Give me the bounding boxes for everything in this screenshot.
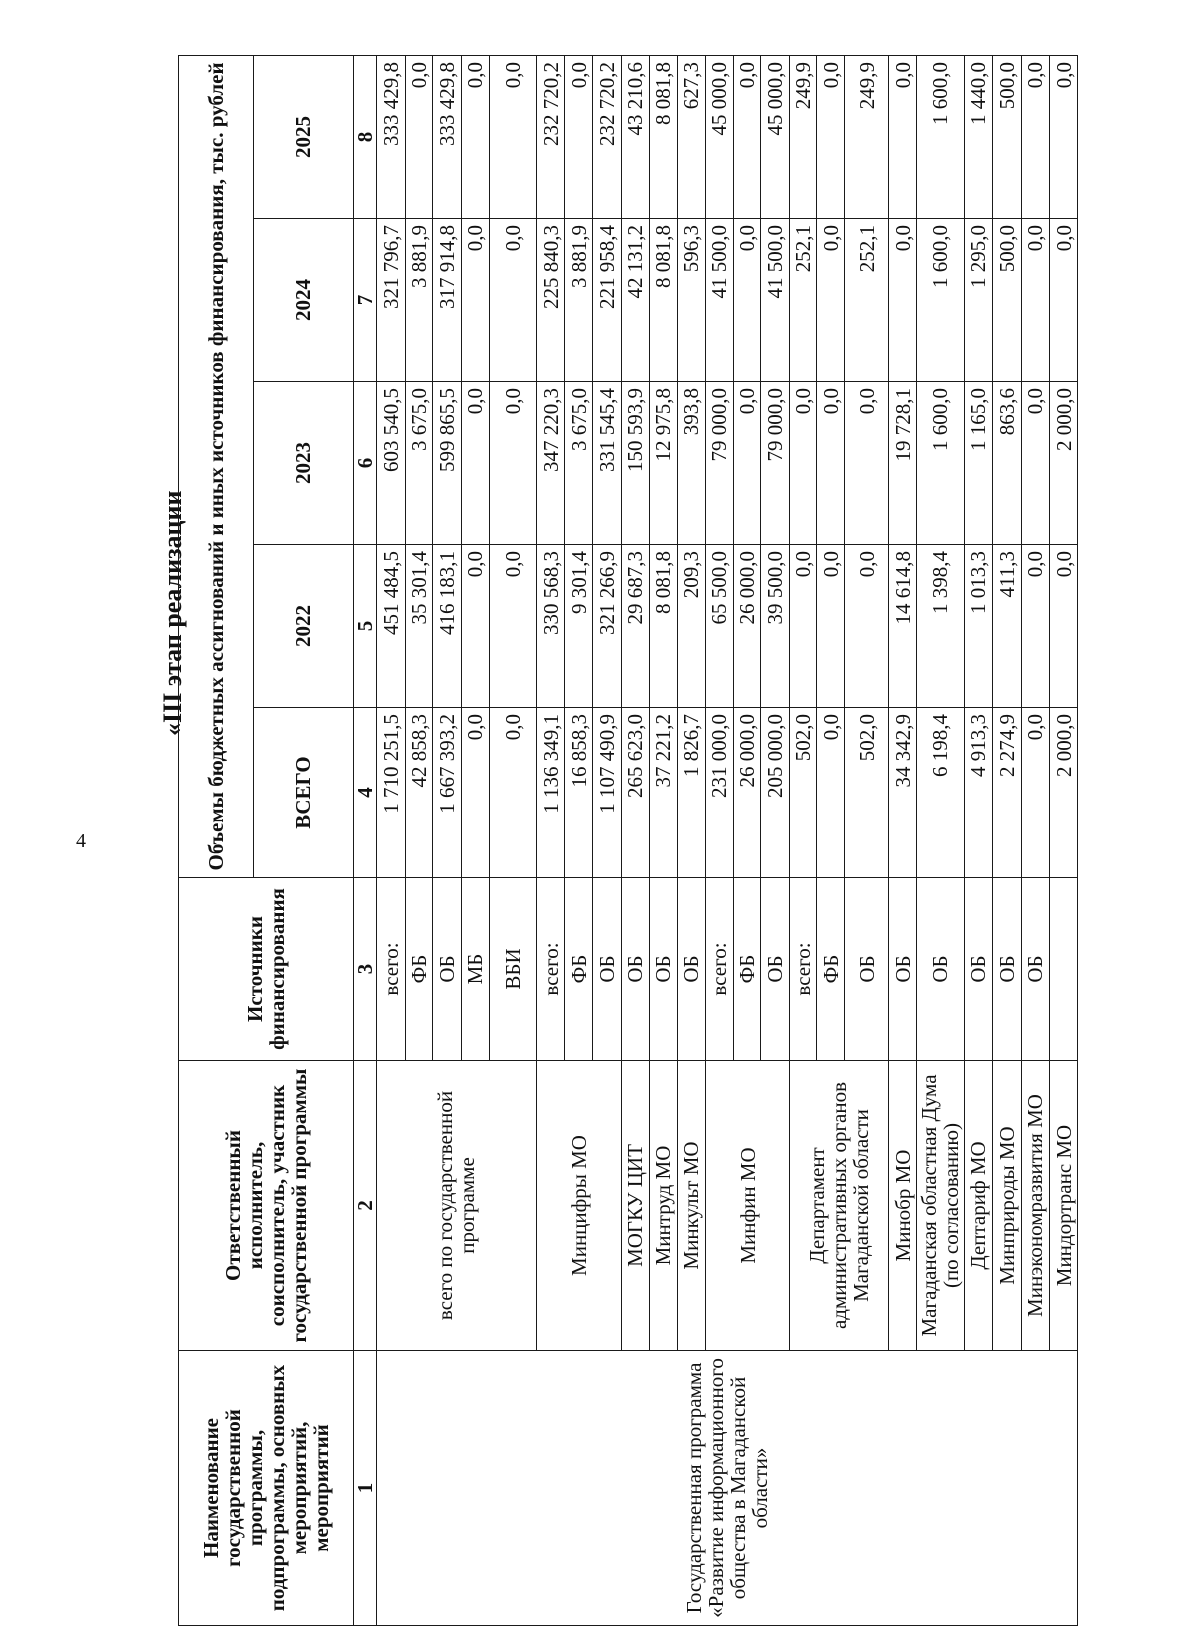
year-2023-cell: 393,8 — [677, 382, 706, 545]
year-2022-cell: 1 398,4 — [916, 545, 964, 708]
total-cell: 0,0 — [490, 708, 537, 878]
year-2025-cell: 1 600,0 — [916, 55, 964, 218]
total-cell: 502,0 — [789, 708, 817, 878]
year-2025-cell: 0,0 — [1050, 55, 1078, 218]
year-2022-cell: 0,0 — [490, 545, 537, 708]
year-2024-cell: 0,0 — [461, 219, 490, 382]
header-executor: Ответственный исполнитель, соисполнитель, участник государственной программы — [179, 1061, 354, 1351]
year-2023-cell: 79 000,0 — [706, 382, 734, 545]
total-cell: 231 000,0 — [706, 708, 734, 878]
source-cell: ОБ — [889, 878, 917, 1061]
year-2025-cell: 249,9 — [844, 55, 888, 218]
executor-cell: Минфин МО — [706, 1061, 790, 1351]
year-2024-cell: 0,0 — [1050, 219, 1078, 382]
year-2024-cell: 3 881,9 — [565, 219, 593, 382]
year-2024-cell: 500,0 — [993, 219, 1022, 382]
header-sources: Источники финансирования — [179, 878, 354, 1061]
executor-cell: всего по государственной программе — [377, 1061, 537, 1351]
source-cell: ОБ — [592, 878, 621, 1061]
year-2024-cell: 1 600,0 — [916, 219, 964, 382]
executor-cell: Департамент административных органов Магаданской области — [789, 1061, 888, 1351]
year-2022-cell: 416 183,1 — [433, 545, 462, 708]
year-2024-cell: 221 958,4 — [592, 219, 621, 382]
year-2022-cell: 8 081,8 — [650, 545, 678, 708]
source-cell — [1050, 878, 1078, 1061]
year-2023-cell: 331 545,4 — [592, 382, 621, 545]
source-cell: ОБ — [433, 878, 462, 1061]
year-2025-cell: 333 429,8 — [433, 55, 462, 218]
header-total: ВСЕГО — [254, 708, 354, 878]
year-2023-cell: 1 165,0 — [964, 382, 993, 545]
year-2024-cell: 0,0 — [733, 219, 761, 382]
year-2022-cell: 411,3 — [993, 545, 1022, 708]
header-volumes: Объемы бюджетных ассигнований и иных источников финансирования, тыс. рублей — [179, 55, 254, 877]
year-2024-cell: 225 840,3 — [536, 219, 565, 382]
header-year-2024: 2024 — [254, 219, 354, 382]
source-cell: ОБ — [621, 878, 650, 1061]
year-2023-cell: 0,0 — [844, 382, 888, 545]
source-cell: всего: — [789, 878, 817, 1061]
year-2022-cell: 209,3 — [677, 545, 706, 708]
executor-cell: Минкульт МО — [677, 1061, 706, 1351]
total-cell: 1 107 490,9 — [592, 708, 621, 878]
year-2022-cell: 330 568,3 — [536, 545, 565, 708]
source-cell: всего: — [377, 878, 406, 1061]
total-cell: 502,0 — [844, 708, 888, 878]
column-number: 1 — [354, 1351, 377, 1626]
year-2025-cell: 45 000,0 — [761, 55, 790, 218]
year-2023-cell: 79 000,0 — [761, 382, 790, 545]
column-number: 5 — [354, 545, 377, 708]
year-2025-cell: 249,9 — [789, 55, 817, 218]
year-2025-cell: 0,0 — [565, 55, 593, 218]
year-2022-cell: 39 500,0 — [761, 545, 790, 708]
year-2023-cell: 150 593,9 — [621, 382, 650, 545]
year-2023-cell: 0,0 — [490, 382, 537, 545]
total-cell: 16 858,3 — [565, 708, 593, 878]
total-cell: 0,0 — [1021, 708, 1050, 878]
executor-cell: Минэкономразвития МО — [1021, 1061, 1050, 1351]
executor-cell: Дептариф МО — [964, 1061, 993, 1351]
year-2025-cell: 0,0 — [405, 55, 433, 218]
executor-cell: Миндортранс МО — [1050, 1061, 1078, 1351]
year-2022-cell: 1 013,3 — [964, 545, 993, 708]
year-2024-cell: 8 081,8 — [650, 219, 678, 382]
year-2025-cell: 500,0 — [993, 55, 1022, 218]
year-2025-cell: 1 440,0 — [964, 55, 993, 218]
year-2025-cell: 8 081,8 — [650, 55, 678, 218]
year-2023-cell: 0,0 — [817, 382, 845, 545]
executor-cell: Минприроды МО — [993, 1061, 1022, 1351]
column-number: 6 — [354, 382, 377, 545]
funding-grid — [178, 55, 1078, 1626]
year-2024-cell: 596,3 — [677, 219, 706, 382]
source-cell: МБ — [461, 878, 490, 1061]
source-cell: ОБ — [1021, 878, 1050, 1061]
year-2023-cell: 0,0 — [461, 382, 490, 545]
header-year-2022: 2022 — [254, 545, 354, 708]
year-2025-cell: 232 720,2 — [592, 55, 621, 218]
page-number: 4 — [76, 830, 86, 852]
year-2023-cell: 3 675,0 — [405, 382, 433, 545]
column-number: 8 — [354, 55, 377, 218]
funding-table — [178, 56, 1078, 1626]
year-2025-cell: 45 000,0 — [706, 55, 734, 218]
column-number: 7 — [354, 219, 377, 382]
total-cell: 1 826,7 — [677, 708, 706, 878]
year-2024-cell: 41 500,0 — [761, 219, 790, 382]
table-body — [377, 55, 1078, 1625]
year-2023-cell: 19 728,1 — [889, 382, 917, 545]
total-cell: 2 000,0 — [1050, 708, 1078, 878]
year-2022-cell: 29 687,3 — [621, 545, 650, 708]
executor-cell: МОГКУ ЦИТ — [621, 1061, 650, 1351]
year-2024-cell: 0,0 — [817, 219, 845, 382]
year-2025-cell: 43 210,6 — [621, 55, 650, 218]
total-cell: 265 623,0 — [621, 708, 650, 878]
total-cell: 6 198,4 — [916, 708, 964, 878]
executor-cell: Магаданская областная Дума (по согласованию) — [916, 1061, 964, 1351]
source-cell: ОБ — [650, 878, 678, 1061]
year-2024-cell: 3 881,9 — [405, 219, 433, 382]
year-2022-cell: 0,0 — [461, 545, 490, 708]
header-program-name: Наименование государственной программы, подпрограммы, основных мероприятий, мероприятий — [179, 1351, 354, 1626]
source-cell: ОБ — [761, 878, 790, 1061]
year-2022-cell: 14 614,8 — [889, 545, 917, 708]
year-2025-cell: 333 429,8 — [377, 55, 406, 218]
year-2025-cell: 0,0 — [490, 55, 537, 218]
source-cell: ФБ — [817, 878, 845, 1061]
total-cell: 1 136 349,1 — [536, 708, 565, 878]
total-cell: 37 221,2 — [650, 708, 678, 878]
year-2022-cell: 35 301,4 — [405, 545, 433, 708]
total-cell: 205 000,0 — [761, 708, 790, 878]
header-year-2023: 2023 — [254, 382, 354, 545]
year-2024-cell: 0,0 — [490, 219, 537, 382]
year-2023-cell: 3 675,0 — [565, 382, 593, 545]
year-2022-cell: 26 000,0 — [733, 545, 761, 708]
year-2024-cell: 0,0 — [889, 219, 917, 382]
year-2022-cell: 0,0 — [817, 545, 845, 708]
year-2023-cell: 599 865,5 — [433, 382, 462, 545]
column-number: 3 — [354, 878, 377, 1061]
year-2022-cell: 0,0 — [844, 545, 888, 708]
year-2022-cell: 451 484,5 — [377, 545, 406, 708]
source-cell: всего: — [706, 878, 734, 1061]
column-number: 2 — [354, 1061, 377, 1351]
year-2022-cell: 0,0 — [1050, 545, 1078, 708]
year-2024-cell: 252,1 — [789, 219, 817, 382]
source-cell: ОБ — [993, 878, 1022, 1061]
year-2023-cell: 0,0 — [733, 382, 761, 545]
year-2023-cell: 0,0 — [1021, 382, 1050, 545]
column-number-row — [354, 55, 377, 1625]
total-cell: 1 710 251,5 — [377, 708, 406, 878]
source-cell: ВБИ — [490, 878, 537, 1061]
year-2024-cell: 41 500,0 — [706, 219, 734, 382]
year-2024-cell: 0,0 — [1021, 219, 1050, 382]
year-2023-cell: 347 220,3 — [536, 382, 565, 545]
year-2024-cell: 1 295,0 — [964, 219, 993, 382]
table-row — [377, 55, 406, 1625]
source-cell: ОБ — [916, 878, 964, 1061]
year-2025-cell: 0,0 — [817, 55, 845, 218]
year-2025-cell: 627,3 — [677, 55, 706, 218]
header-year-2025: 2025 — [254, 55, 354, 218]
total-cell: 2 274,9 — [993, 708, 1022, 878]
total-cell: 0,0 — [461, 708, 490, 878]
year-2023-cell: 863,6 — [993, 382, 1022, 545]
year-2025-cell: 0,0 — [1021, 55, 1050, 218]
executor-cell: Минтруд МО — [650, 1061, 678, 1351]
source-cell: ОБ — [964, 878, 993, 1061]
year-2023-cell: 12 975,8 — [650, 382, 678, 545]
program-name: Государственная программа «Развитие информационного общества в Магаданской области» — [377, 1351, 1078, 1626]
year-2022-cell: 321 266,9 — [592, 545, 621, 708]
year-2022-cell: 0,0 — [1021, 545, 1050, 708]
total-cell: 34 342,9 — [889, 708, 917, 878]
stage-title: «III этап реализации — [158, 490, 187, 736]
year-2022-cell: 0,0 — [789, 545, 817, 708]
year-2025-cell: 232 720,2 — [536, 55, 565, 218]
year-2023-cell: 1 600,0 — [916, 382, 964, 545]
year-2024-cell: 317 914,8 — [433, 219, 462, 382]
source-cell: ОБ — [844, 878, 888, 1061]
source-cell: ОБ — [677, 878, 706, 1061]
year-2025-cell: 0,0 — [889, 55, 917, 218]
source-cell: ФБ — [733, 878, 761, 1061]
total-cell: 4 913,3 — [964, 708, 993, 878]
year-2023-cell: 2 000,0 — [1050, 382, 1078, 545]
total-cell: 1 667 393,2 — [433, 708, 462, 878]
column-number: 4 — [354, 708, 377, 878]
year-2025-cell: 0,0 — [461, 55, 490, 218]
executor-cell: Минобр МО — [889, 1061, 917, 1351]
year-2024-cell: 252,1 — [844, 219, 888, 382]
source-cell: всего: — [536, 878, 565, 1061]
year-2022-cell: 9 301,4 — [565, 545, 593, 708]
year-2022-cell: 65 500,0 — [706, 545, 734, 708]
total-cell: 0,0 — [817, 708, 845, 878]
year-2024-cell: 321 796,7 — [377, 219, 406, 382]
year-2024-cell: 42 131,2 — [621, 219, 650, 382]
total-cell: 26 000,0 — [733, 708, 761, 878]
executor-cell: Минцифры МО — [536, 1061, 621, 1351]
source-cell: ФБ — [405, 878, 433, 1061]
year-2023-cell: 603 540,5 — [377, 382, 406, 545]
source-cell: ФБ — [565, 878, 593, 1061]
year-2025-cell: 0,0 — [733, 55, 761, 218]
year-2023-cell: 0,0 — [789, 382, 817, 545]
total-cell: 42 858,3 — [405, 708, 433, 878]
